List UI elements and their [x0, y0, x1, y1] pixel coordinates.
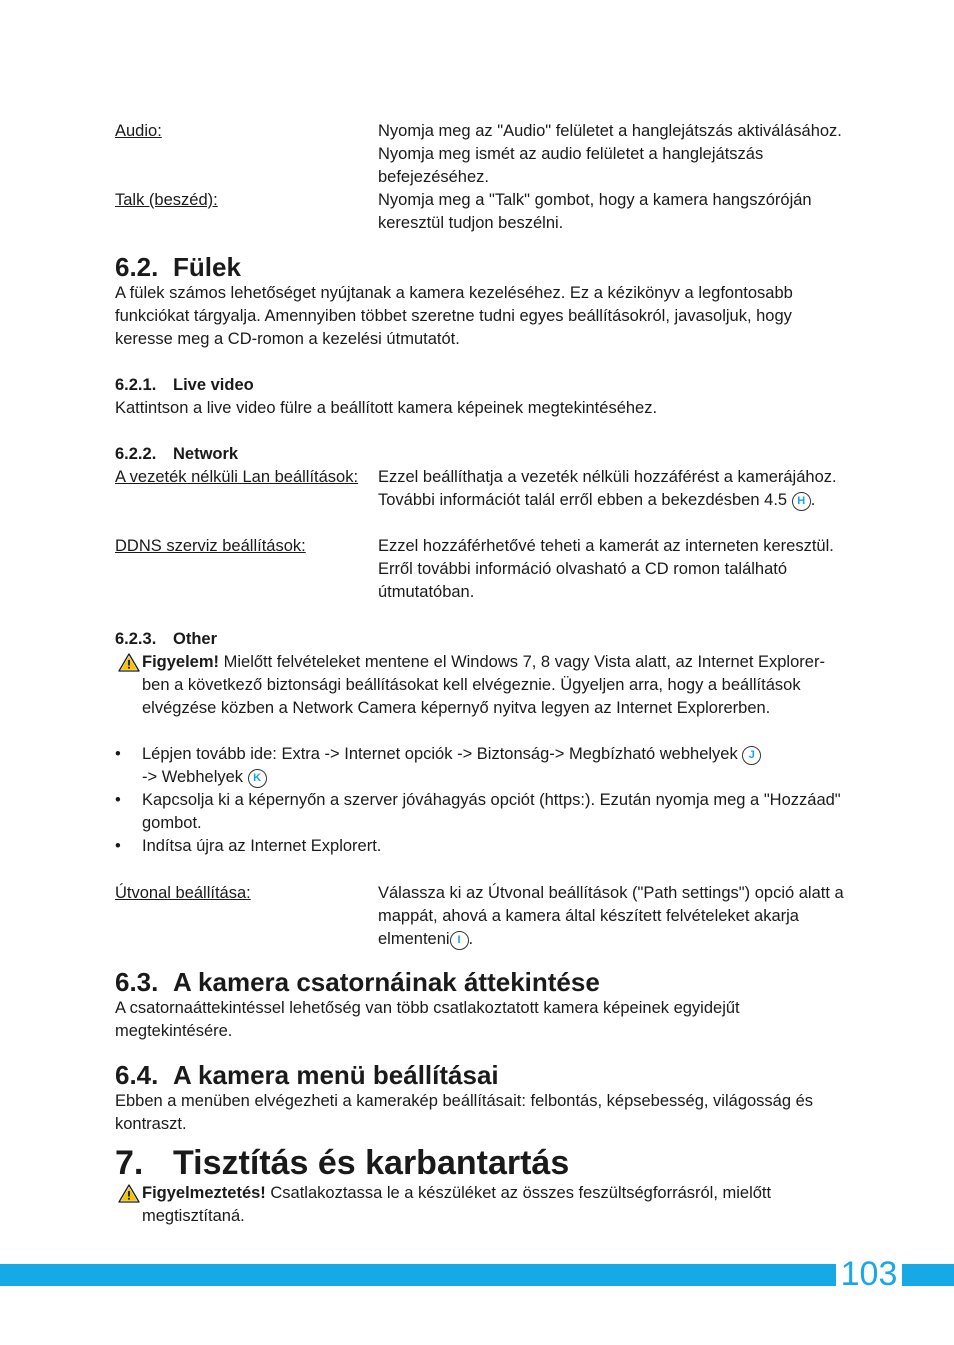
section-title: Fülek — [173, 252, 241, 282]
page-number: 103 — [836, 1256, 902, 1292]
list-item — [115, 835, 845, 858]
chapter-7-heading — [115, 1143, 569, 1183]
section-6-4-body: Ebben a menüben elvégezheti a kamerakép beállításait: felbontás, képsebesség, világosság és kontraszt. — [115, 1092, 814, 1133]
section-6-2-1-heading — [115, 374, 254, 397]
section-6-2-1-body: Kattintson a live video fülre a beállított kamera képeinek megtekintéséhez. — [115, 399, 658, 417]
wlan-term: A vezeték nélküli Lan beállítások: — [115, 468, 359, 486]
list-item-text: Indítsa újra az Internet Explorert. — [142, 837, 382, 855]
audio-description: Nyomja meg az "Audio" felületet a hanglejátszás aktiválásához. Nyomja meg ismét az audio felületet a hanglejátszás befejezéséhez. — [378, 122, 842, 186]
warning-icon — [118, 653, 140, 672]
ddns-term: DDNS szerviz beállítások: — [115, 537, 306, 555]
wlan-description — [378, 466, 848, 512]
section-title: A kamera csatornáinak áttekintése — [173, 967, 600, 997]
talk-term: Talk (beszéd): — [115, 191, 218, 209]
chapter-title: Tisztítás és karbantartás — [173, 1144, 570, 1182]
list-item-text: -> Webhelyek — [142, 768, 248, 786]
section-number: 6.2.3. — [115, 630, 157, 648]
section-title: A kamera menü beállításai — [173, 1060, 499, 1090]
ref-marker-i: I — [450, 931, 469, 950]
bullet-mark: • — [115, 837, 121, 855]
path-term: Útvonal beállítása: — [115, 884, 251, 902]
section-title: Other — [173, 630, 218, 648]
section-number: 6.2. — [115, 252, 159, 282]
section-6-2-heading — [115, 252, 241, 282]
section-6-2-2-heading — [115, 443, 238, 466]
section-6-2-body: A fülek számos lehetőséget nyújtanak a kamera kezeléséhez. Ez a kézikönyv a legfontosabb funkciókat tárgyalja. Amennyiben többet szeretne tudni egyes beállításokról, javasoljuk, hogy keresse meg a CD-romon a kezelési útmutatót. — [115, 284, 793, 348]
ref-marker-h: H — [792, 492, 811, 511]
section-title: Network — [173, 445, 239, 463]
warning-label: Figyelmeztetés! — [142, 1184, 266, 1202]
ref-marker-k: K — [248, 769, 267, 788]
section-6-2-3-heading — [115, 628, 217, 651]
ddns-description: Ezzel hozzáférhetővé teheti a kamerát az interneten keresztül. Erről további információ olvasható a CD romon található útmutatóban. — [378, 537, 834, 601]
warning-text: Csatlakoztassa le a készüléket az összes feszültségforrásról, mielőtt megtisztítaná. — [142, 1184, 772, 1225]
warning-icon — [118, 1184, 140, 1203]
section-number: 6.2.2. — [115, 445, 157, 463]
section-number: 6.4. — [115, 1060, 159, 1090]
audio-term: Audio: — [115, 122, 162, 140]
bullet-mark: • — [115, 745, 121, 763]
list-item-text: Lépjen tovább ide: Extra -> Internet opciók -> Biztonság-> Megbízható webhelyek — [142, 745, 743, 763]
section-number: 6.2.1. — [115, 376, 157, 394]
period: . — [810, 491, 816, 509]
list-item — [115, 743, 845, 789]
bullet-mark: • — [115, 791, 121, 809]
section-6-3-body: A csatornaáttekintéssel lehetőség van több csatlakoztatott kamera képeinek egyidejűt megtekintésére. — [115, 999, 740, 1040]
warning-note — [118, 1182, 848, 1228]
ref-marker-j: J — [742, 746, 761, 765]
period: . — [468, 930, 474, 948]
section-number: 6.3. — [115, 967, 159, 997]
footer-bar — [0, 1264, 954, 1286]
list-item-text: Kapcsolja ki a képernyőn a szerver jóváhagyás opciót (https:). Ezután nyomja meg a "Hozzáad" gombot. — [142, 791, 841, 832]
path-description-text: Válassza ki az Útvonal beállítások ("Path settings") opció alatt a mappát, ahová a kamera által készített felvételeket akarja elmenteni — [378, 884, 844, 948]
warning-text: Mielőtt felvételeket mentene el Windows 7, 8 vagy Vista alatt, az Internet Explorer-ben a következő biztonsági beállításokat kell elvégeznie. Ügyeljen arra, hogy a beállítások elvégzése közben a Network Camera képernyő nyitva legyen az Internet Explorerben. — [142, 653, 825, 717]
list-item — [115, 789, 845, 835]
path-description — [378, 882, 848, 951]
section-6-4-heading — [115, 1060, 499, 1090]
warning-label: Figyelem! — [142, 653, 220, 671]
talk-description: Nyomja meg a "Talk" gombot, hogy a kamera hangszóróján keresztül tudjon beszélni. — [378, 191, 812, 232]
section-title: Live video — [173, 376, 254, 394]
chapter-number: 7. — [115, 1144, 144, 1182]
wlan-description-text: Ezzel beállíthatja a vezeték nélküli hozzáférést a kamerájához. További információt talál erről ebben a bekezdésben 4.5 — [378, 468, 837, 509]
instruction-list — [115, 743, 845, 858]
warning-note — [118, 651, 848, 720]
section-6-3-heading — [115, 967, 600, 997]
